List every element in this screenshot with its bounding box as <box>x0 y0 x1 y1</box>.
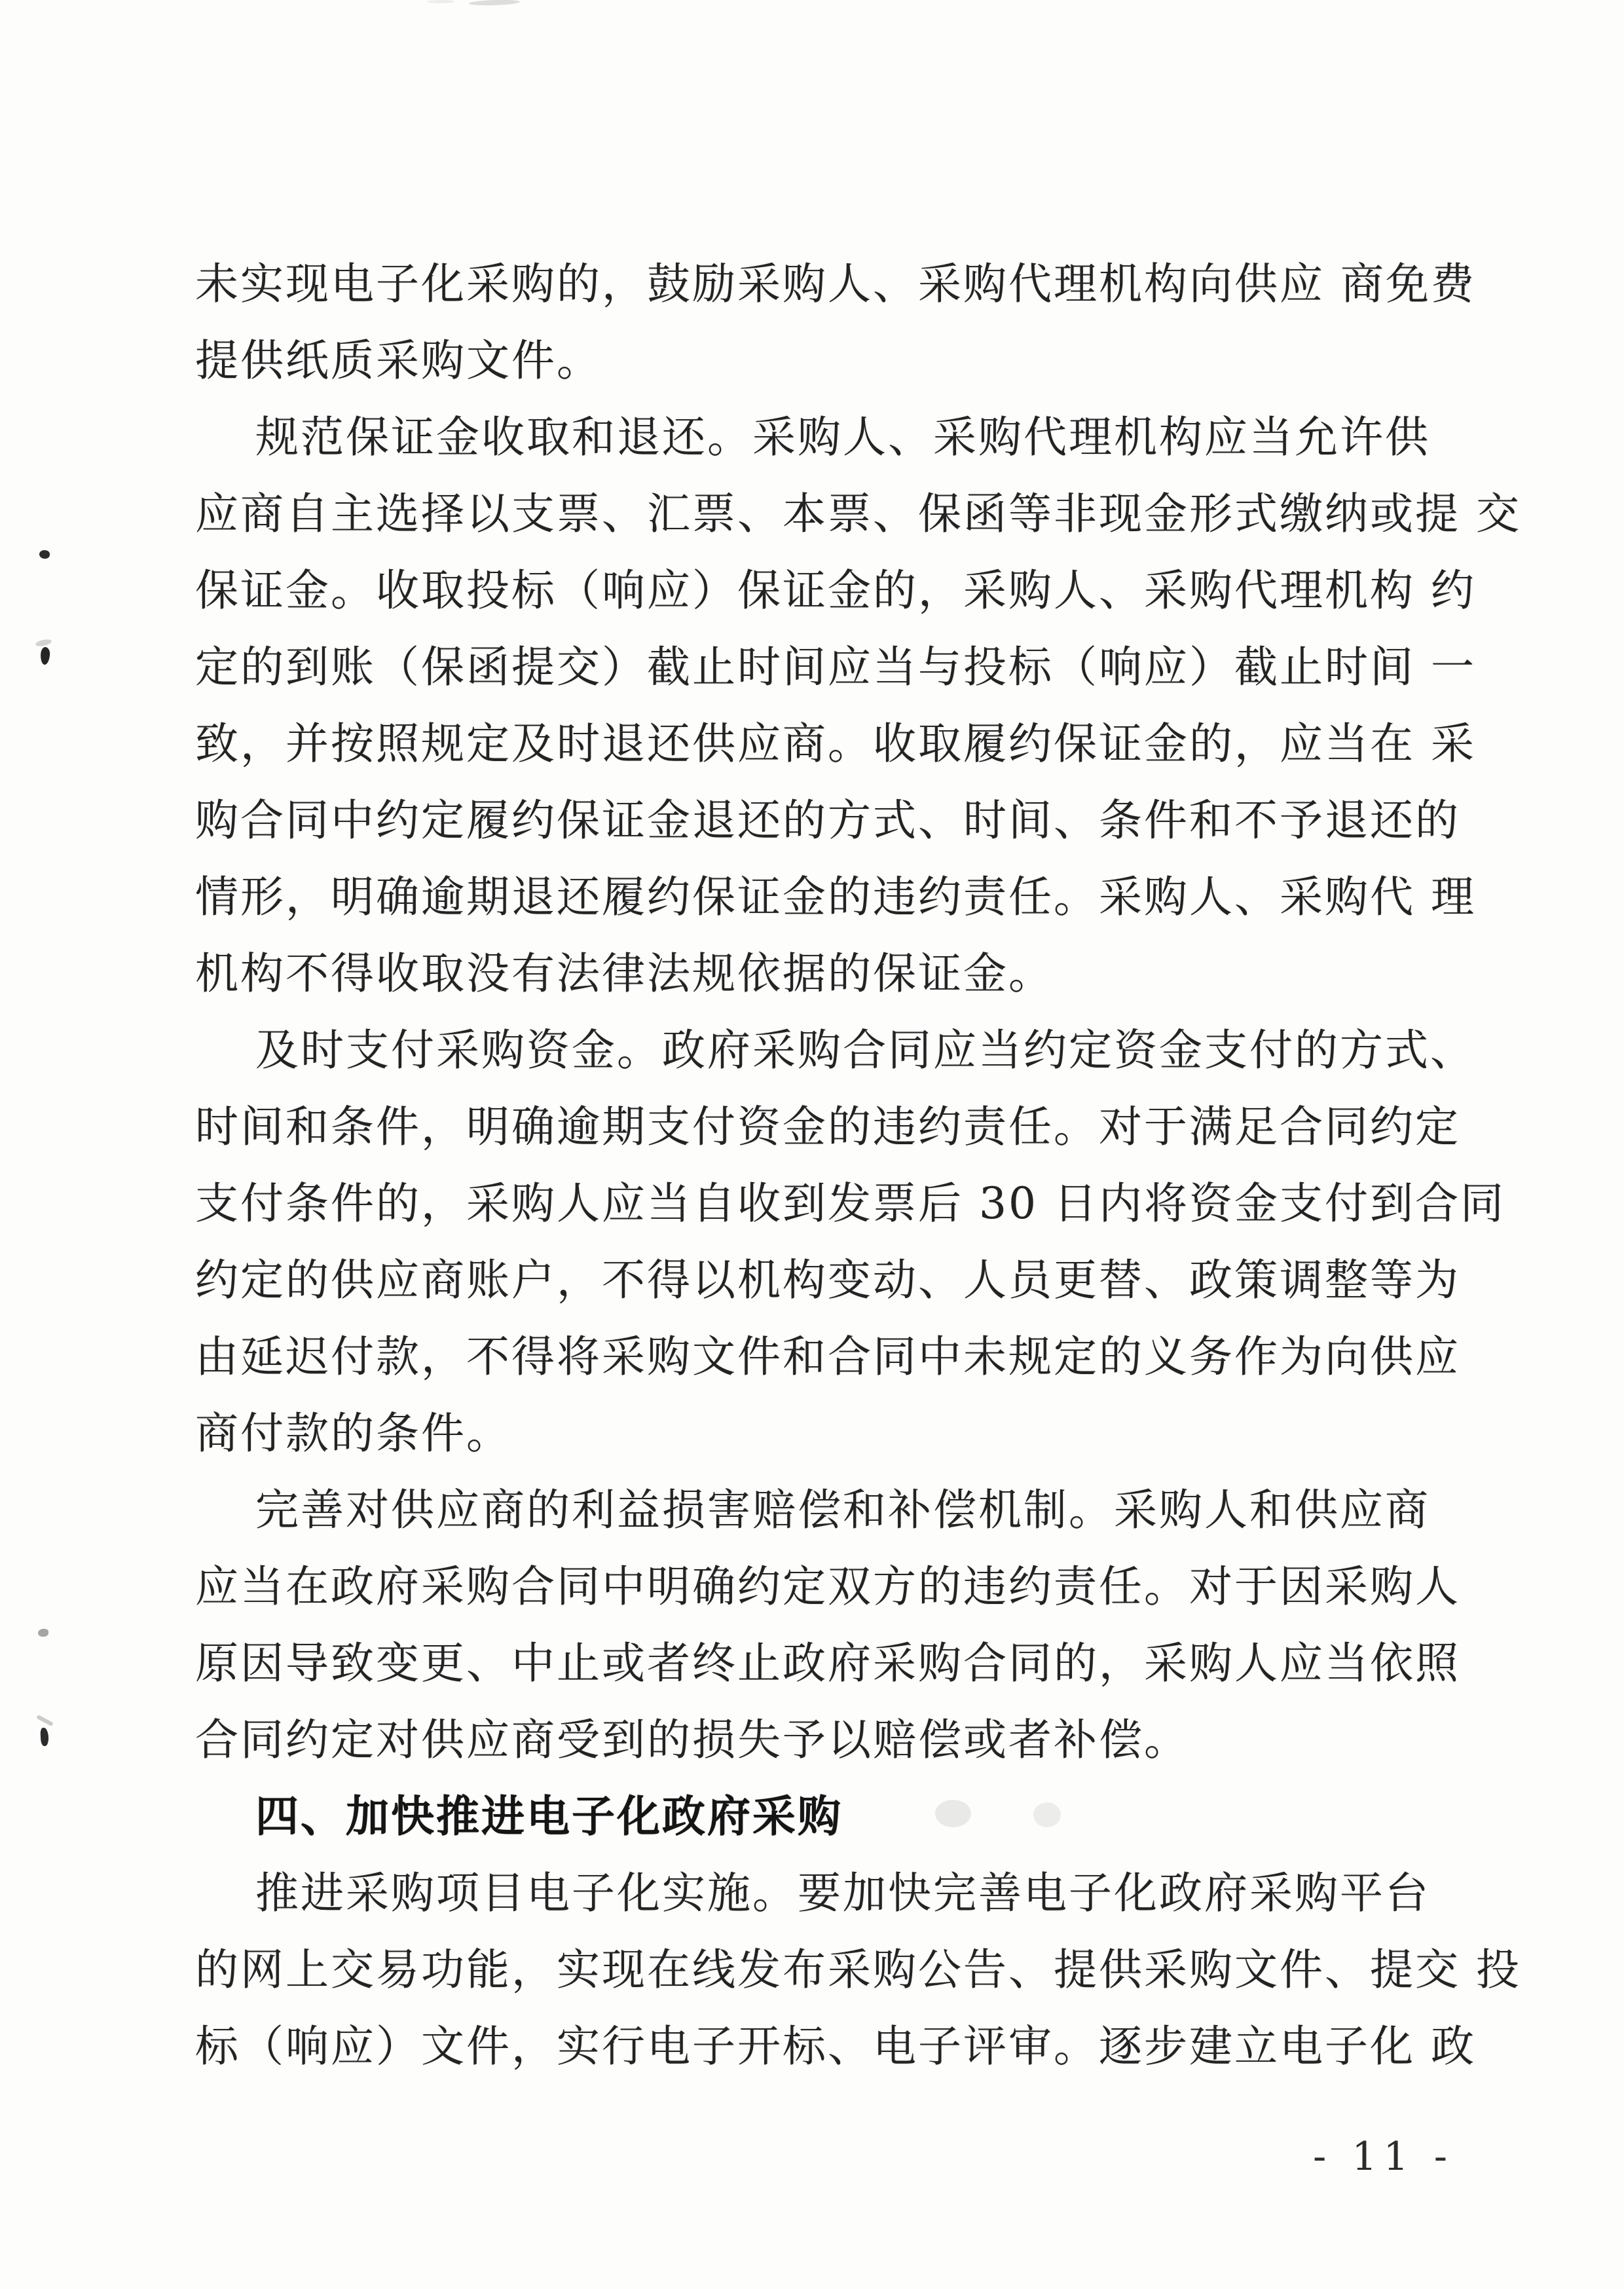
text-line: 购合同中约定履约保证金退还的方式、时间、条件和不予退还的 <box>195 795 1460 846</box>
text-line: 完善对供应商的利益损害赔偿和补偿机制。采购人和供应商 <box>255 1485 1430 1535</box>
text-line: 支付条件的，采购人应当自收到发票后 30 日内将资金支付到合同 <box>195 1178 1505 1229</box>
page-number: - 11 - <box>1313 2134 1454 2180</box>
text-line: 原因导致变更、中止或者终止政府采购合同的，采购人应当依照 <box>195 1638 1460 1688</box>
scan-smudge-top-1 <box>469 0 520 6</box>
text-line: 提供纸质采购文件。 <box>195 335 602 386</box>
text-line: 机构不得收取没有法律法规依据的保证金。 <box>195 948 1054 999</box>
text-line: 时间和条件，明确逾期支付资金的违约责任。对于满足合同约定 <box>195 1102 1460 1152</box>
text-line: 应当在政府采购合同中明确约定双方的违约责任。对于因采购人 <box>195 1561 1460 1612</box>
ink-dot-left-margin <box>39 549 50 560</box>
scan-smudge-top-2 <box>427 0 454 3</box>
section-heading: 四、加快推进电子化政府采购 <box>255 1791 843 1842</box>
text-line: 未实现电子化采购的，鼓励采购人、采购代理机构向供应 商免费 <box>195 259 1476 309</box>
document-body <box>195 246 1521 2085</box>
ink-smudge-left-margin-1 <box>35 638 52 647</box>
ink-speck-left-margin-2 <box>38 1629 48 1637</box>
text-line: 及时支付采购资金。政府采购合同应当约定资金支付的方式、 <box>255 1025 1475 1075</box>
text-line: 的网上交易功能，实现在线发布采购公告、提供采购文件、提交 投 <box>195 1945 1521 1995</box>
text-line: 合同约定对供应商受到的损失予以赔偿或者补偿。 <box>195 1715 1189 1765</box>
ink-blot-left-margin-1 <box>40 647 50 665</box>
text-line: 推进采购项目电子化实施。要加快完善电子化政府采购平台 <box>255 1868 1430 1918</box>
text-line: 定的到账（保函提交）截止时间应当与投标（响应）截止时间 一 <box>195 642 1476 692</box>
text-line: 应商自主选择以支票、汇票、本票、保函等非现金形式缴纳或提 交 <box>195 489 1521 539</box>
text-line: 情形，明确逾期退还履约保证金的违约责任。采购人、采购代 理 <box>195 872 1476 922</box>
text-line: 致，并按照规定及时退还供应商。收取履约保证金的，应当在 采 <box>195 718 1476 769</box>
ink-blot-left-margin-2 <box>40 1728 48 1747</box>
text-line: 商付款的条件。 <box>195 1408 511 1459</box>
ink-stroke-left-margin-2 <box>36 1715 54 1726</box>
text-line: 规范保证金收取和退还。采购人、采购代理机构应当允许供 <box>255 412 1430 462</box>
text-line: 约定的供应商账户，不得以机构变动、人员更替、政策调整等为 <box>195 1255 1460 1305</box>
text-line: 由延迟付款，不得将采购文件和合同中未规定的义务作为向供应 <box>195 1331 1460 1382</box>
text-line: 标（响应）文件，实行电子开标、电子评审。逐步建立电子化 政 <box>195 2021 1476 2072</box>
text-line: 保证金。收取投标（响应）保证金的，采购人、采购代理机构 约 <box>195 565 1476 616</box>
